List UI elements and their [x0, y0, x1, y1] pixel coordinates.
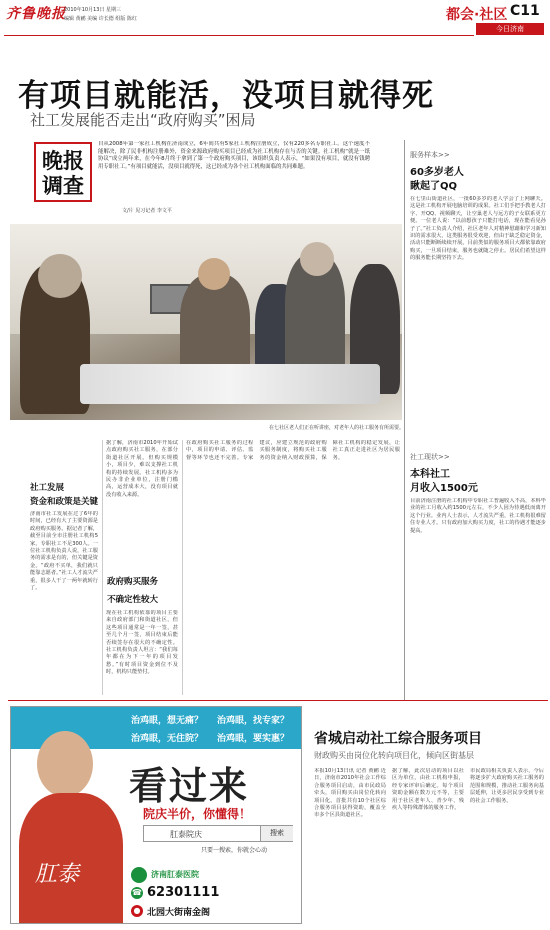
newspaper-logo: 齐鲁晚报: [6, 6, 66, 22]
sidebar-label: 服务样本>>: [410, 151, 450, 159]
intro-paragraph: 自从2008年第一家社工机构在济南成立，6年间共有5家社工机构注册成立，仅有220多名专职社工。这个速度不能解决，除了民非机构注册难外，资金来源政府购买项目已经成为社工机构存在与否的关键。社工机构“就是一纸协议”成立两年来，在今年8月终于拿到了第一个政府购买项目，该组织负责人表示，“如果没有项目，就没有钱聘用专职社工。”有项目就能活，没项目就得死，这已经成为各个社工机构面临的共同难题。: [98, 141, 370, 170]
news-col-1: 本报10月13日讯 记者 黄鹂 近日，济南市2010年社会工作综合服务项目启动，由市民政局牵头，项目购买由岗位化转向项目化。首批共有10个社区综合服务项目获得资助，覆盖全市多个区县街道社区。: [314, 768, 386, 819]
ad-slogan-2: 治鸡眼，找专家？: [217, 716, 290, 726]
headline: 有项目就能活，没项目就得死: [18, 78, 434, 114]
ad-tagline: 院庆半价，你懂得！: [143, 807, 252, 821]
ad-big-text: 看过来: [129, 763, 250, 808]
ad-address: 北园大街南金阁: [147, 908, 211, 918]
ad-search-box: [143, 825, 293, 842]
masthead: [0, 0, 550, 38]
sidebar2-title-1: 本科社工: [410, 469, 450, 480]
article-col-3: 现在社工机构依靠的项目主要来自政府部门和街道社区，但这些项目通常是一年一签，甚至几个月一签，项目结束后能否续签存在很大的不确定性。社工机构负责人坦言：“我们每年都在为下一年的项目发愁。”有时项目资金到位不及时，机构只能垫付。: [106, 610, 178, 676]
article-col-1: 济南市社工发展在过了6年的时间，已经有大了主要资源是政府购买服务。据记者了解，截至目前全市注册社工机构5家，专职社工不足300人。一位社工机构负责人说，社工服务的需求是有的，但关键是资金。“政府不买单，我们就只能靠志愿者。”社工人才流失严重，很多人干了一两年就转行了。: [30, 511, 98, 592]
editor-credits: 编辑 黄鹂 美编 许长德 组版 陈红: [64, 16, 137, 22]
ad-note: 只要一搜索，你就会心动: [201, 847, 268, 854]
article-col-2: 据了解，济南市2010年开始试点政府购买社工服务，在部分街道社区开展。但购买规模小，项目少，难以支撑社工机构的持续发展。社工机构多为民办非企业单位，注册门槛高，运营成本大，没有项目就没有收入来源。: [106, 440, 178, 498]
location-icon: ●: [131, 905, 143, 917]
ad-slogan-3: 治鸡眼，无住院？: [131, 734, 204, 744]
page-number: C11: [510, 3, 540, 19]
section-tag: 今日济南: [476, 23, 544, 35]
ad-hospital-logo: [131, 867, 147, 883]
sidebar2-body: 目前济南注册的社工机构中专职社工普遍收入不高，本科毕业的社工月收入约1500元左右，不少人因为待遇低而离开这个行业。业内人士表示，人才流失严重，社工机构很难留住专业人才。只有政府加大购买力度，社工的待遇才能逐步提高。: [410, 498, 546, 534]
sidebar-body: 在七里山街道社区，一批60多岁的老人学会了上网聊天。这是社工机构开展电脑培训的成果。社工们手把手教老人打字、开QQ、视频聊天，让空巢老人与远方的子女联系更方便。一位老人说：“以前想孩子只能打电话，现在能看见孙子了。”社工负责人介绍，社区老年人对精神慰藉和学习新知识的需求很大，这类服务很受欢迎，但由于缺乏稳定资金，活动只能断断续续开展。目前类似的服务项目大都依靠政府购买，一旦项目结束，服务也就随之停止。居民们希望这样的服务能长期坚持下去。: [410, 196, 546, 262]
news-col-3: 市民政局相关负责人表示，今后将逐步扩大政府购买社工服务的范围和规模，推动社工服务向基层延伸，让更多居民享受到专业的社会工作服务。: [470, 768, 544, 804]
ad-slogan-4: 治鸡眼，要实惠？: [217, 734, 290, 744]
issue-date: 2010年10月13日 星期三: [64, 7, 122, 13]
investigation-badge: [34, 142, 92, 202]
sidebar-label-2: 社工现状>>: [410, 453, 450, 461]
article-col-4: 在政府购买社工服务的过程中，项目的申请、评估、监督等环节也还不完善。专家建议，应建立规范的政府购买服务制度，将购买社工服务的资金纳入财政预算，保障社工机构的稳定发展，让社工真正走进社区为居民服务。: [186, 440, 400, 461]
phone-icon: ☎: [132, 888, 142, 897]
ad-slogan-1: 治鸡眼，想无痛？: [131, 716, 204, 726]
ad-hospital-name: 济南肛泰医院: [151, 870, 199, 879]
sidebar-title-2: 瞅起了QQ: [410, 181, 458, 192]
hospital-ad: [10, 706, 302, 924]
photo-caption: 在七社区老人们正在听讲座，对老年人的社工服务有所需要。: [268, 425, 404, 431]
sidebar2-title-2: 月收入1500元: [410, 483, 478, 494]
article-heading-2: 资金和政策是关键: [30, 497, 99, 507]
news-headline: 省城启动社工综合服务项目: [314, 731, 482, 747]
ad-search-text: 肛泰院庆: [170, 830, 202, 839]
ad-search-button: 搜索: [260, 826, 293, 841]
sidebar-title-1: 60多岁老人: [410, 167, 464, 178]
ad-spokesman: [15, 727, 123, 923]
news-subheadline: 财政购买由岗位化转向项目化，倾向区街基层: [314, 751, 474, 760]
byline: 文/片 见习记者 李文平: [122, 208, 172, 214]
article-heading-4: 不确定性较大: [107, 595, 159, 605]
news-photo: [10, 224, 402, 420]
news-col-2: 据了解，此次启动的项目以社区为单位，由社工机构申报，经专家评审后确定。每个项目资助金额在数万元不等，主要用于社区老年人、青少年、残疾人等特殊群体的服务工作。: [392, 768, 464, 812]
subheadline: 社工发展能否走出“政府购买”困局: [30, 111, 256, 129]
article-heading-1: 社工发展: [30, 483, 65, 493]
ad-sign: 肛泰: [35, 862, 80, 887]
badge-text: 晚报调查: [42, 148, 84, 198]
article-heading-3: 政府购买服务: [107, 577, 159, 587]
section-name: 都会·社区: [446, 7, 508, 23]
ad-phone: 62301111: [147, 885, 220, 900]
